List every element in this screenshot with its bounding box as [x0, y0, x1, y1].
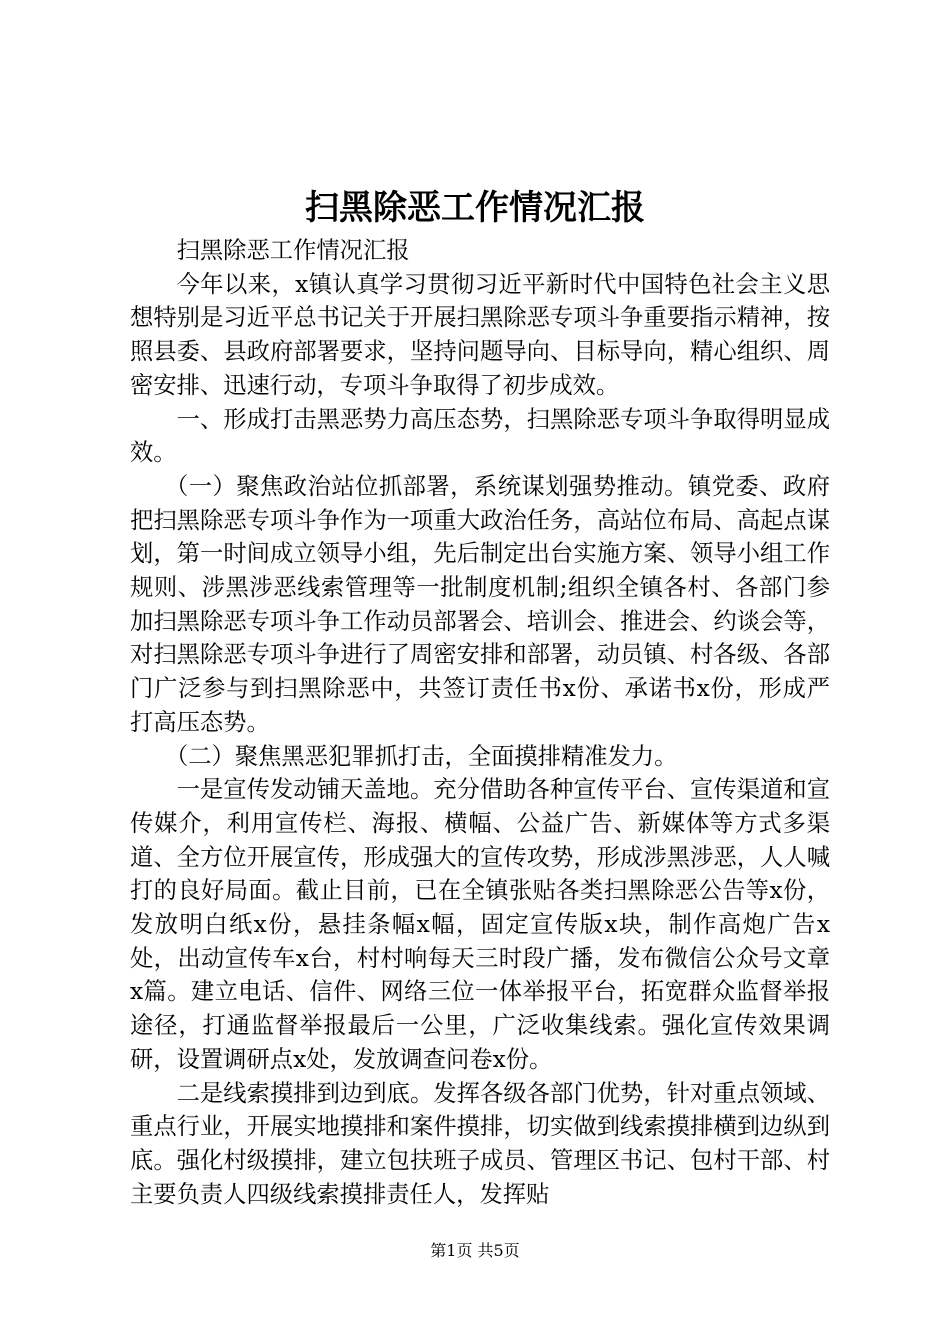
paragraph-subsection-two-heading: （二）聚焦黑恶犯罪抓打击，全面摸排精准发力。 [164, 742, 678, 770]
paragraph-section-one-heading: 一、形成打击黑恶势力高压态势，扫黑除恶专项斗争取得明显成效。 [130, 405, 830, 467]
paragraph-subtitle: 扫黑除恶工作情况汇报 [176, 237, 410, 264]
document-title: 扫黑除恶工作情况汇报 [305, 188, 645, 228]
page-number-footer: 第1页 共5页 [430, 1241, 520, 1260]
document-body [130, 234, 830, 1211]
paragraph-point-one: 一是宣传发动铺天盖地。充分借助各种宣传平台、宣传渠道和宣传媒介，利用宣传栏、海报、横幅、公益广告、新媒体等方式多渠道、全方位开展宣传，形成强大的宣传攻势，形成涉黑涉恶，人人喊打的良好局面。截止目前，已在全镇张贴各类扫黑除恶公告等x份，发放明白纸x份，悬挂条幅x幅，固定宣传版x块，制作高炮广告x处，出动宣传车x台，村村响每天三时段广播，发布微信公众号文章x篇。建立电话、信件、网络三位一体举报平台，拓宽群众监督举报途径，打通监督举报最后一公里，广泛收集线索。强化宣传效果调研，设置调研点x处，发放调查问卷x份。 [130, 776, 830, 1073]
paragraph-subsection-one: （一）聚焦政治站位抓部署，系统谋划强势推动。镇党委、政府把扫黑除恶专项斗争作为一项重大政治任务，高站位布局、高起点谋划，第一时间成立领导小组，先后制定出台实施方案、领导小组工作规则、涉黑涉恶线索管理等一批制度机制;组织全镇各村、各部门参加扫黑除恶专项斗争工作动员部署会、培训会、推进会、约谈会等，对扫黑除恶专项斗争进行了周密安排和部署，动员镇、村各级、各部门广泛参与到扫黑除恶中，共签订责任书x份、承诺书x份，形成严打高压态势。 [130, 472, 830, 736]
paragraph-point-two: 二是线索摸排到边到底。发挥各级各部门优势，针对重点领域、重点行业，开展实地摸排和案件摸排，切实做到线索摸排横到边纵到底。强化村级摸排，建立包扶班子成员、管理区书记、包村干部、村主要负责人四级线索摸排责任人，发挥贴 [130, 1079, 830, 1208]
paragraph-intro: 今年以来，x镇认真学习贯彻习近平新时代中国特色社会主义思想特别是习近平总书记关于开展扫黑除恶专项斗争重要指示精神，按照县委、县政府部署要求，坚持问题导向、目标导向，精心组织、周密安排、迅速行动，专项斗争取得了初步成效。 [130, 270, 830, 399]
